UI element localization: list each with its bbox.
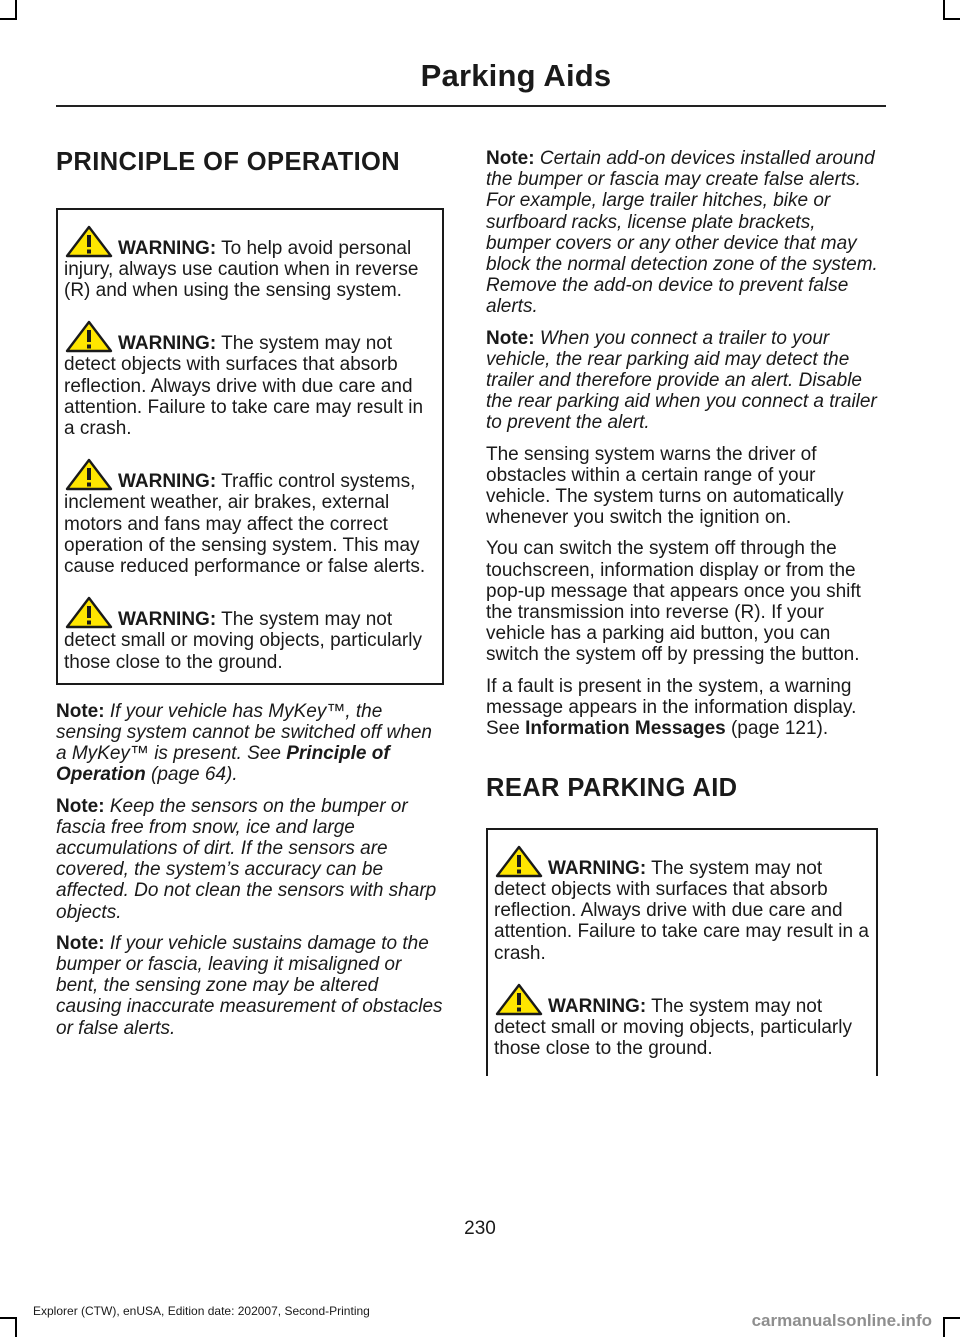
footer-edition-info: Explorer (CTW), enUSA, Edition date: 202007, Second-Printing: [33, 1304, 370, 1318]
warning-triangle-icon: [494, 844, 544, 878]
warning-item: WARNING: To help avoid personal injury, always use caution when in reverse (R) and when using the sensing system.: [64, 224, 436, 302]
crop-mark: [943, 18, 960, 20]
warning-triangle-icon: [64, 319, 114, 353]
crop-mark: [943, 1317, 960, 1319]
warning-item: WARNING: The system may not detect objects with surfaces that absorb reflection. Always drive with due care and attention. Failure to take care may result in a crash.: [494, 844, 870, 964]
warning-triangle-icon: [494, 982, 544, 1016]
page-number: 230: [464, 1218, 496, 1239]
note-damage: Note: If your vehicle sustains damage to the bumper or fascia, leaving it misaligned or bent, the sensing zone may be altered causing inaccurate measurement of obstacles or false alerts.: [56, 932, 443, 1039]
section-heading-rear-parking-aid: REAR PARKING AID: [486, 774, 738, 803]
crop-mark: [0, 1317, 17, 1319]
paragraph-sensing-system: The sensing system warns the driver of obstacles within a certain range of your vehicle. The system turns on automatically whenever you switch the ignition on.: [486, 443, 844, 529]
warning-triangle-icon: [64, 595, 114, 629]
note-mykey: Note: If your vehicle has MyKey™, the sensing system cannot be switched off when a MyKey™ is present. See Principle of Operation (page 64).: [56, 700, 432, 786]
crop-mark: [943, 1319, 945, 1337]
watermark: carmanualsonline.info: [751, 1311, 932, 1330]
cross-reference-link[interactable]: Information Messages: [525, 718, 726, 740]
right-column: [486, 148, 878, 1076]
section-heading-principle: PRINCIPLE OF OPERATION: [56, 148, 401, 176]
paragraph-switch-off: You can switch the system off through the touchscreen, information display or from the pop-up message that appears once you shift the transmission into reverse (R). If your vehicle has a parking aid button, you can switch the system off by pressing the button.: [486, 538, 861, 666]
note-trailer: Note: When you connect a trailer to your vehicle, the rear parking aid may detect the trailer and therefore provide an alert. Disable the rear parking aid when you connect a trailer to prevent the alert.: [486, 327, 877, 434]
paragraph-fault: If a fault is present in the system, a warning message appears in the information display. See Information Messages (page 121).: [486, 675, 857, 740]
crop-mark: [943, 0, 945, 20]
page-title: Parking Aids: [420, 58, 612, 93]
left-column: [56, 145, 444, 1049]
crop-mark: [15, 1319, 17, 1337]
crop-mark: [0, 18, 17, 20]
warning-box-rear-parking: [486, 828, 878, 1076]
note-add-on-devices: Note: Certain add-on devices installed around the bumper or fascia may create false alerts. For example, large trailer hitches, bike or surfboard racks, license plate brackets, bumper covers or any other device that may block the normal detection zone of the system. Remove the add-on device to prevent false alerts.: [486, 148, 878, 318]
note-sensors-clean: Note: Keep the sensors on the bumper or fascia free from snow, ice and large accumulations of dirt. If the sensors are covered, the system’s accuracy can be affected. Do not clean the sensors with sharp objects.: [56, 795, 437, 923]
warning-item: WARNING: The system may not detect small or moving objects, particularly those close to the ground.: [64, 595, 436, 673]
header-divider: [56, 105, 886, 107]
warning-item: WARNING: The system may not detect objects with surfaces that absorb reflection. Always drive with due care and attention. Failure to take care may result in a crash.: [64, 319, 436, 439]
crop-mark: [15, 0, 17, 20]
warning-box-principle: [56, 208, 444, 685]
warning-item: WARNING: Traffic control systems, inclement weather, air brakes, external motors and fans may affect the correct operation of the sensing system. This may cause reduced performance or false alerts.: [64, 457, 436, 577]
warning-triangle-icon: [64, 224, 114, 258]
cross-reference-link[interactable]: Principle of Operation: [56, 743, 390, 786]
warning-item: WARNING: The system may not detect small or moving objects, particularly those close to the ground.: [494, 982, 870, 1060]
warning-triangle-icon: [64, 457, 114, 491]
